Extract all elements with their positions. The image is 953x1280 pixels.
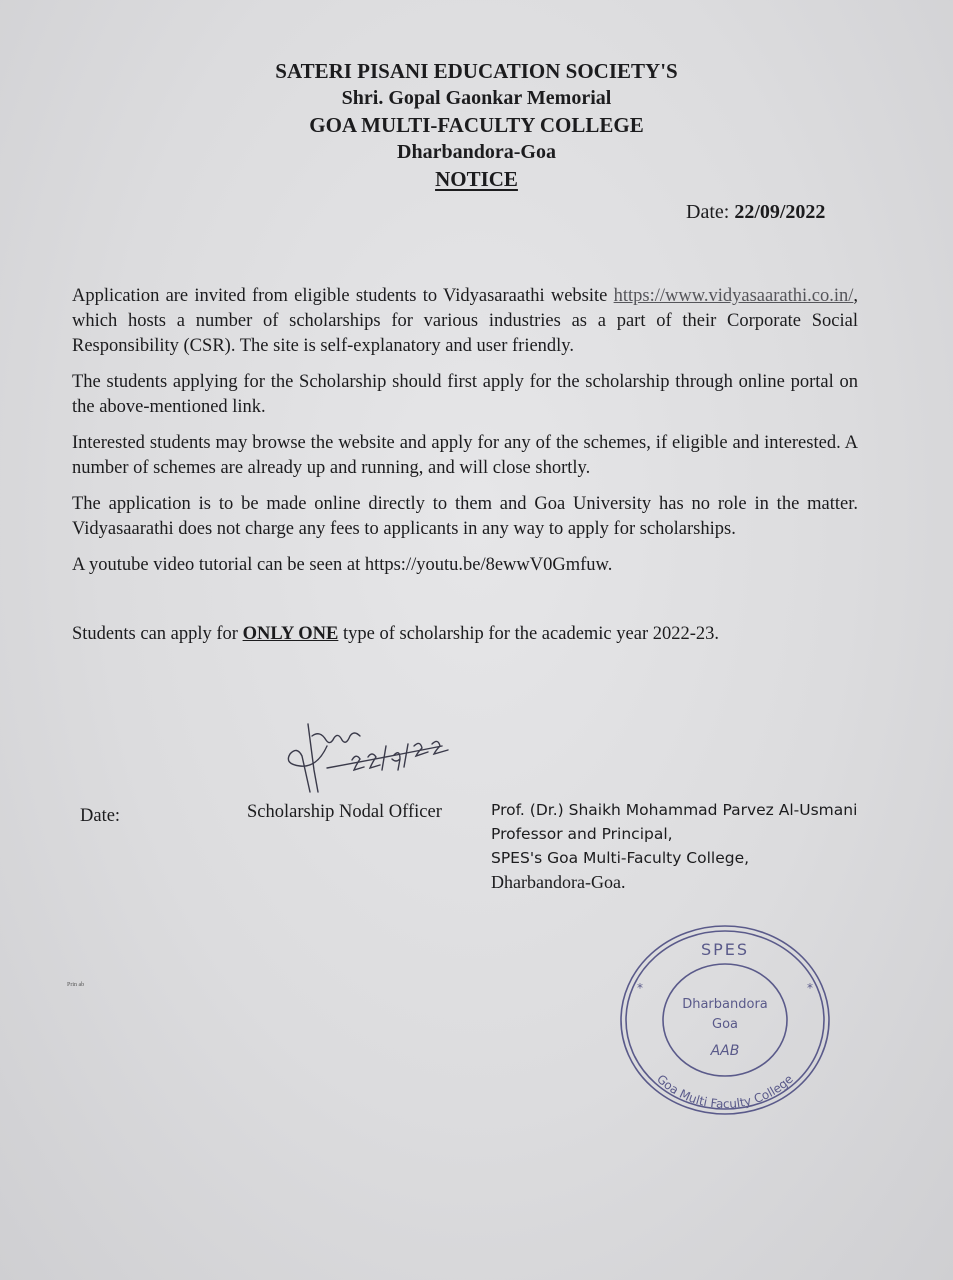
- signature-date-label: Date:: [80, 806, 121, 826]
- vidyasaarathi-link[interactable]: https://www.vidyasaarathi.co.in/: [613, 286, 854, 306]
- paragraph-browse-schemes: Interested students may browse the website and apply for any of the schemes, if eligible and interested. A number of schemes are already up and running, and will close shortly.: [72, 433, 858, 478]
- principal-block: [491, 798, 857, 894]
- paragraph-youtube-tutorial: A youtube video tutorial can be seen at https://youtu.be/8ewwV0Gmfuw.: [72, 555, 613, 575]
- date-label: Date:: [686, 201, 730, 223]
- stamp-top-text: SPES: [700, 940, 750, 959]
- notice-body: [72, 284, 858, 658]
- college-name: GOA MULTI-FACULTY COLLEGE: [309, 113, 644, 137]
- paragraph-text: Application are invited from eligible students to Vidyasaraathi website: [72, 286, 608, 306]
- handwritten-signature: [282, 718, 472, 794]
- principal-title: Professor and Principal,: [491, 825, 673, 843]
- paragraph-text: , which hosts a number of scholarships for various industries as a part of their Corporate Social Responsibility (CSR). The site is self-explanatory and user friendly.: [72, 286, 858, 356]
- paragraph-no-fees: The application is to be made online directly to them and Goa University has no role in the matter. Vidyasaarathi does not charge any fees to applicants in any way to apply for scholarships.: [72, 494, 858, 539]
- nodal-officer-title: Scholarship Nodal Officer: [247, 802, 442, 822]
- principal-name: Prof. (Dr.) Shaikh Mohammad Parvez Al-Usmani: [491, 801, 858, 819]
- college-location: Dharbandora-Goa: [397, 141, 556, 163]
- paragraph-only-one: [72, 622, 858, 647]
- stamp-ring-text: Goa Multi Faculty College: [654, 1071, 796, 1112]
- stamp-center-text-2: Goa: [712, 1017, 738, 1032]
- svg-text:*: *: [807, 981, 813, 995]
- stamp-center-text-1: Dharbandora: [682, 997, 768, 1012]
- footer-mark: Prin ab: [67, 982, 85, 988]
- society-name: SATERI PISANI EDUCATION SOCIETY'S: [275, 59, 678, 83]
- principal-location: Dharbandora-Goa.: [491, 872, 626, 892]
- letterhead: [0, 58, 953, 193]
- paragraph-invitation: [72, 284, 858, 359]
- date-value: 22/09/2022: [734, 201, 826, 223]
- notice-title: NOTICE: [435, 167, 518, 191]
- stamp-initials: AAB: [710, 1043, 740, 1059]
- paragraph-text: type of scholarship for the academic year 2022-23.: [342, 624, 720, 644]
- notice-date: [686, 201, 825, 224]
- memorial-name: Shri. Gopal Gaonkar Memorial: [341, 87, 612, 109]
- college-seal-stamp: [615, 920, 835, 1120]
- only-one-emphasis: ONLY ONE: [242, 624, 339, 644]
- paragraph-apply-online: The students applying for the Scholarship should first apply for the scholarship through online portal on the above-mentioned link.: [72, 372, 858, 417]
- paragraph-text: Students can apply for: [72, 624, 238, 644]
- principal-college: SPES's Goa Multi-Faculty College,: [491, 849, 750, 867]
- svg-text:*: *: [637, 981, 643, 995]
